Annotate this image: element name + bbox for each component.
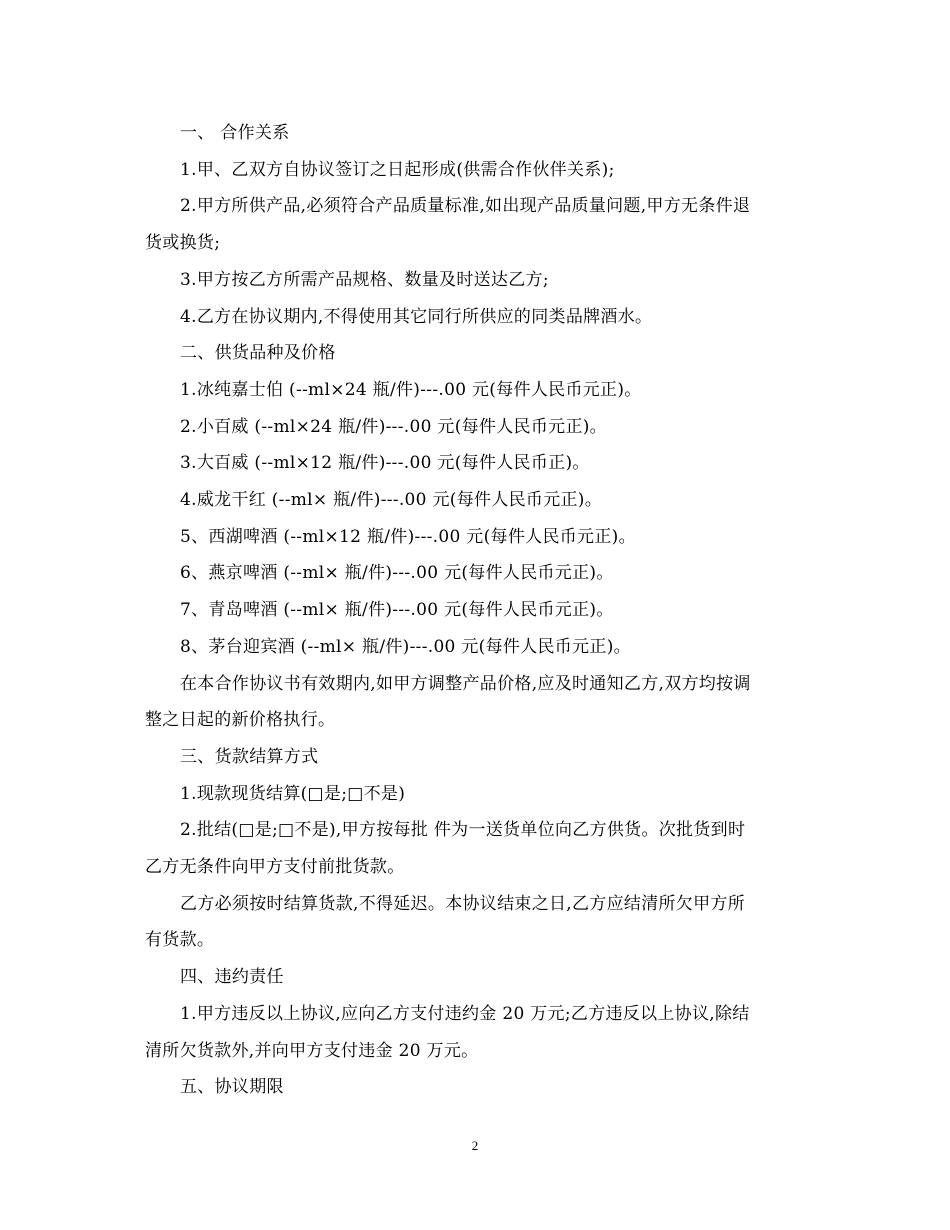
clause-1-4: 4.乙方在协议期内,不得使用其它同行所供应的同类品牌酒水。 [180, 306, 653, 327]
section-heading-supply-price: 二、供货品种及价格 [180, 343, 336, 364]
clause-1-2-continued: 货或换货; [145, 233, 221, 254]
settlement-paragraph-continued: 有货款。 [145, 930, 215, 951]
product-item-2: 2.小百威 (--ml×24 瓶/件)---.00 元(每件人民币元正)。 [180, 416, 607, 437]
clause-4-1-continued: 清所欠货款外,并向甲方支付违金 20 万元。 [145, 1040, 479, 1061]
clause-4-1: 1.甲方违反以上协议,应向乙方支付违约金 20 万元;乙方违反以上协议,除结 [180, 1003, 750, 1024]
product-item-3: 3.大百威 (--ml×12 瓶/件)---.00 元(每件人民币正)。 [180, 453, 590, 474]
price-adjustment-paragraph: 在本合作协议书有效期内,如甲方调整产品价格,应及时通知乙方,双方均按调 [180, 673, 751, 694]
clause-1-1: 1.甲、乙双方自协议签订之日起形成(供需合作伙伴关系); [180, 159, 615, 180]
section-heading-settlement: 三、货款结算方式 [180, 746, 319, 767]
price-adjustment-paragraph-continued: 整之日起的新价格执行。 [145, 710, 336, 731]
product-item-7: 7、青岛啤酒 (--ml× 瓶/件)---.00 元(每件人民币元正)。 [180, 600, 614, 621]
product-item-5: 5、西湖啤酒 (--ml×12 瓶/件)---.00 元(每件人民币元正)。 [180, 526, 636, 547]
product-item-4: 4.威龙干红 (--ml× 瓶/件)---.00 元(每件人民币元正)。 [180, 490, 603, 511]
section-heading-liability: 四、违约责任 [180, 967, 284, 988]
clause-1-2: 2.甲方所供产品,必须符合产品质量标准,如出现产品质量问题,甲方无条件退 [180, 196, 751, 217]
clause-3-2: 2.批结(□是;□不是),甲方按每批 件为一送货单位向乙方供货。次批货到时 [180, 820, 746, 841]
section-heading-term: 五、协议期限 [180, 1077, 284, 1098]
page-number: 2 [471, 1138, 479, 1153]
clause-3-1: 1.现款现货结算(□是;□不是) [180, 783, 406, 804]
product-item-8: 8、茅台迎宾酒 (--ml× 瓶/件)---.00 元(每件人民币元正)。 [180, 636, 631, 657]
product-item-1: 1.冰纯嘉士伯 (--ml×24 瓶/件)---.00 元(每件人民币元正)。 [180, 379, 642, 400]
clause-3-2-continued: 乙方无条件向甲方支付前批货款。 [145, 857, 405, 878]
settlement-paragraph: 乙方必须按时结算货款,不得延迟。本协议结束之日,乙方应结清所欠甲方所 [180, 893, 746, 914]
product-item-6: 6、燕京啤酒 (--ml× 瓶/件)---.00 元(每件人民币元正)。 [180, 563, 614, 584]
section-heading-cooperation: 一、 合作关系 [180, 123, 290, 143]
document-body [145, 115, 810, 1106]
clause-1-3: 3.甲方按乙方所需产品规格、数量及时送达乙方; [180, 269, 549, 290]
